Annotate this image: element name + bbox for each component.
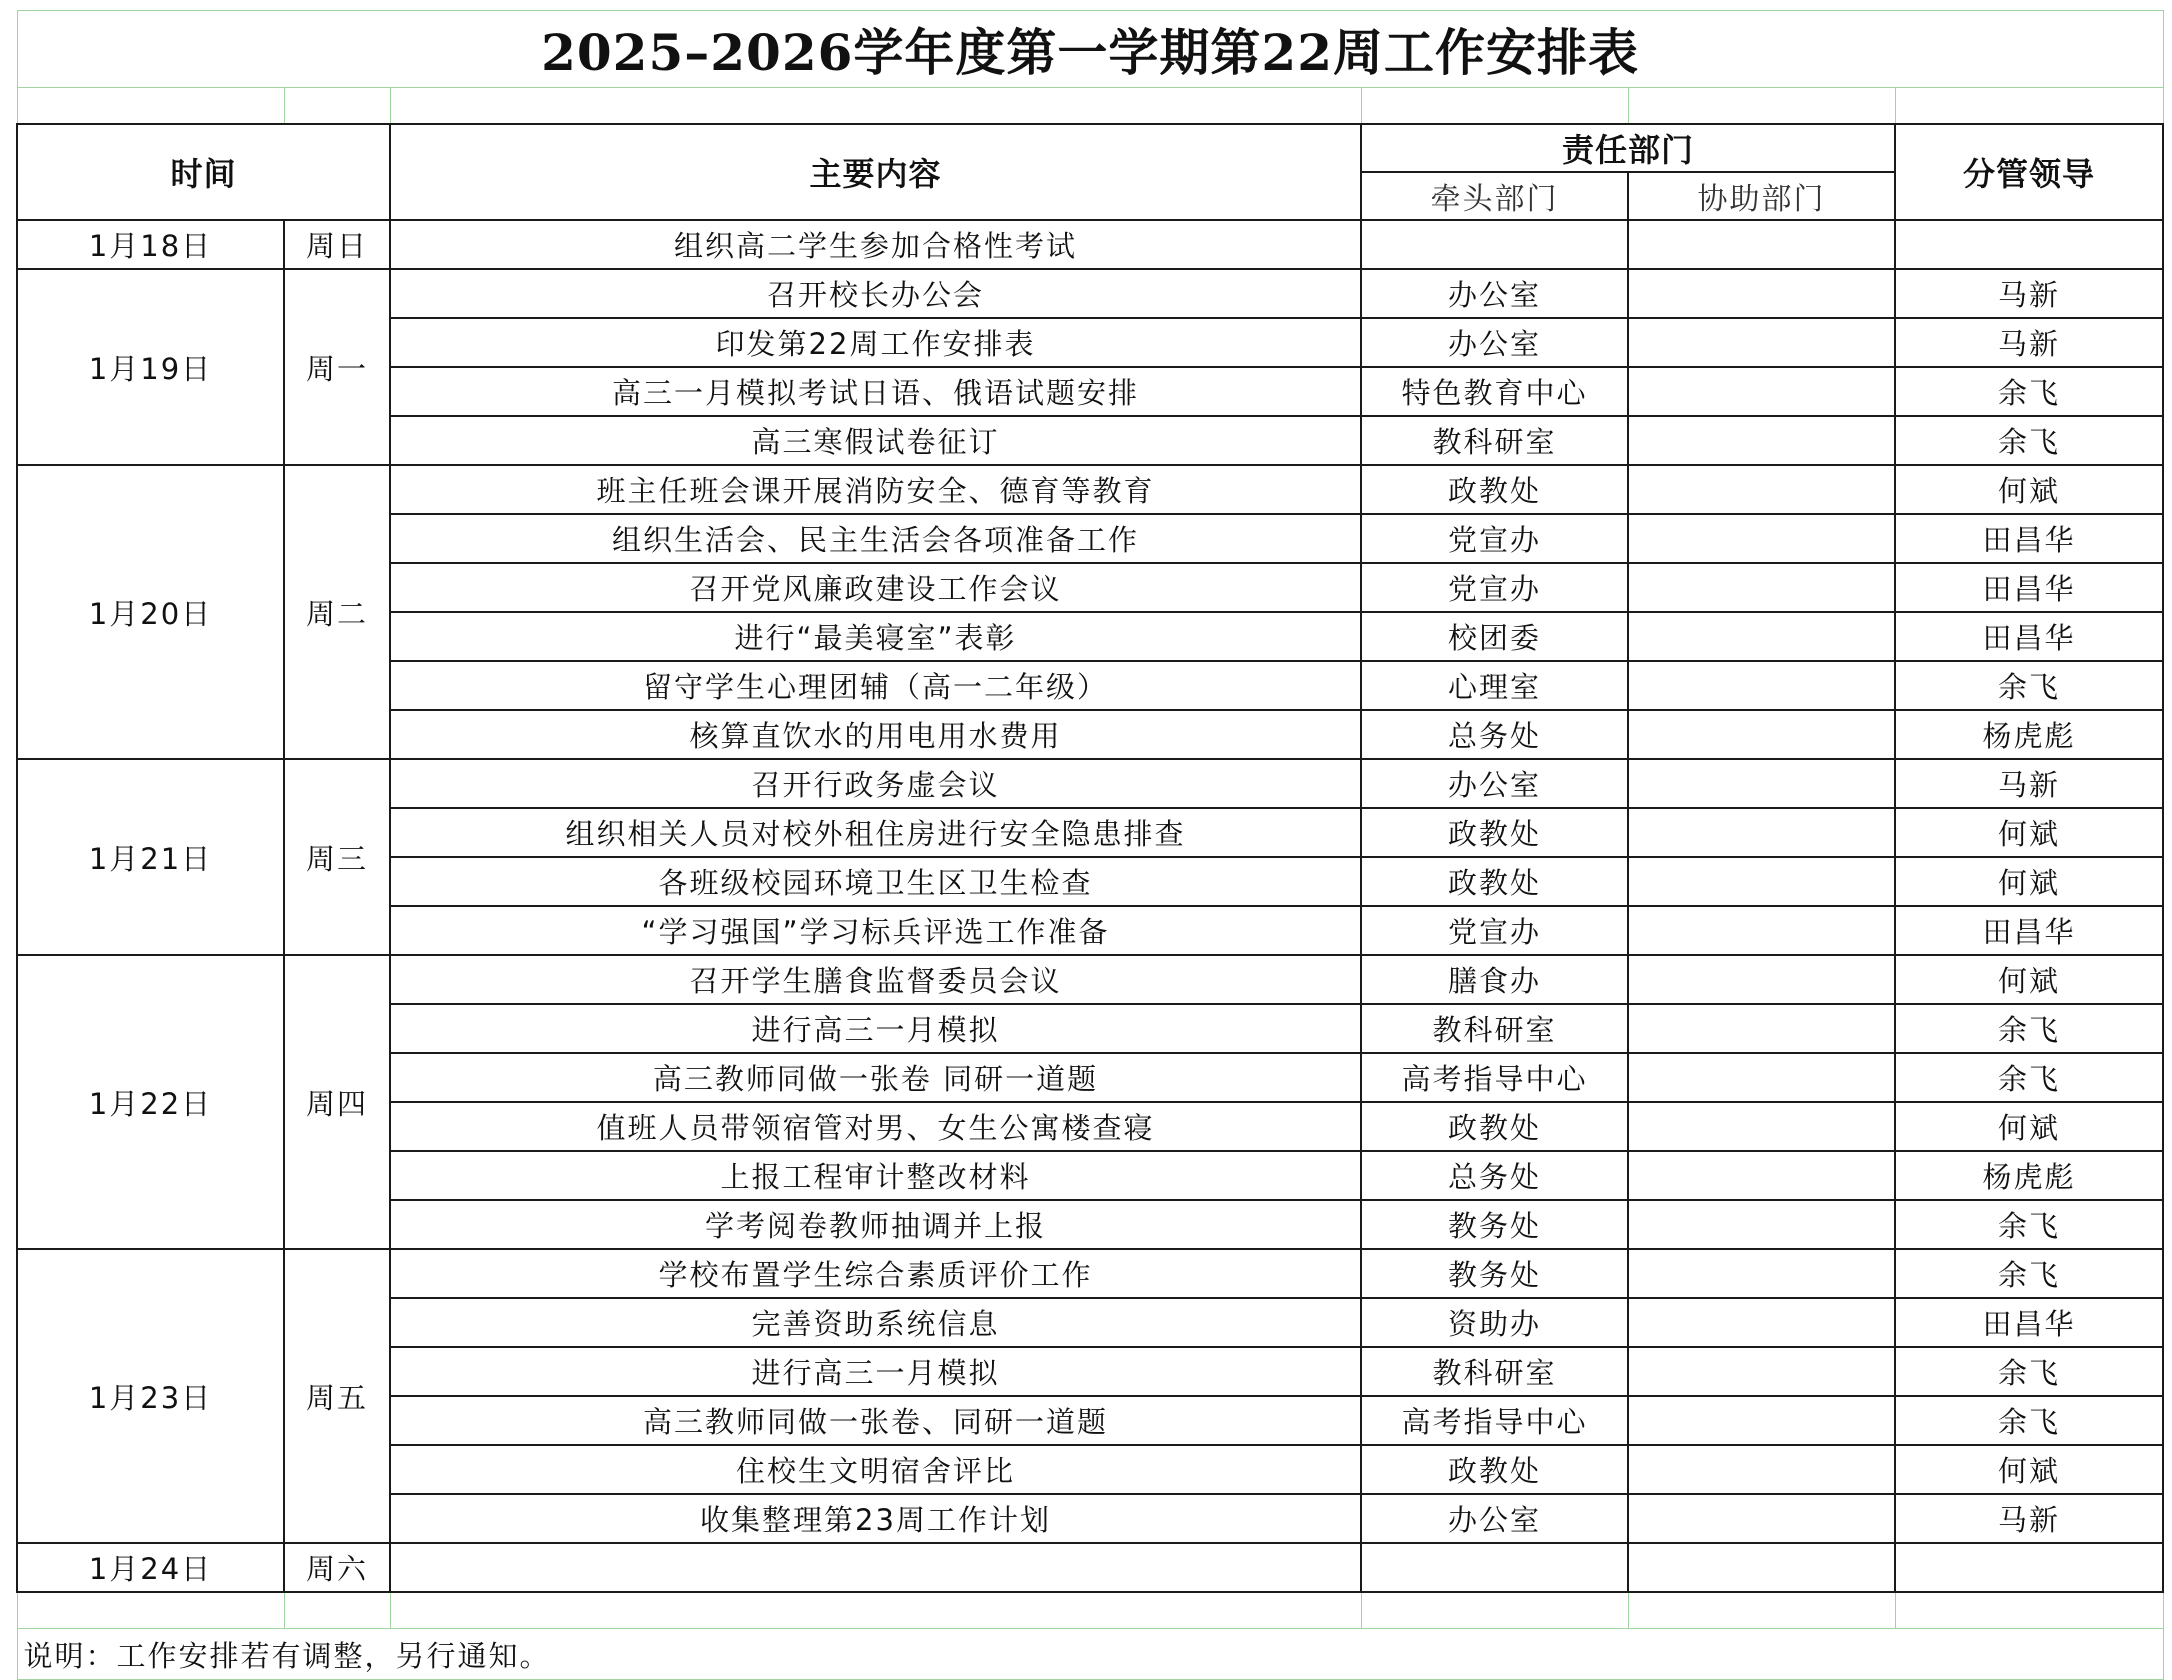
assist-dept-cell: [1628, 612, 1895, 661]
content-cell: [390, 1543, 1361, 1592]
leader-cell: 田昌华: [1895, 1298, 2163, 1347]
assist-dept-cell: [1628, 1396, 1895, 1445]
assist-dept-cell: [1628, 1249, 1895, 1298]
assist-dept-cell: [1628, 1494, 1895, 1543]
date-cell: 1月18日: [17, 220, 284, 269]
content-cell: 留守学生心理团辅（高一二年级）: [390, 661, 1361, 710]
assist-dept-cell: [1628, 563, 1895, 612]
date-cell: 1月22日: [17, 955, 284, 1249]
lead-dept-cell: 总务处: [1361, 710, 1628, 759]
assist-dept-cell: [1628, 710, 1895, 759]
content-cell: 高三教师同做一张卷、同研一道题: [390, 1396, 1361, 1445]
content-cell: 召开校长办公会: [390, 269, 1361, 318]
lead-dept-cell: 党宣办: [1361, 906, 1628, 955]
leader-cell: 余飞: [1895, 1347, 2163, 1396]
assist-dept-cell: [1628, 661, 1895, 710]
content-cell: 印发第22周工作安排表: [390, 318, 1361, 367]
lead-dept-cell: [1361, 1543, 1628, 1592]
assist-dept-cell: [1628, 367, 1895, 416]
lead-dept-cell: 教务处: [1361, 1200, 1628, 1249]
leader-cell: 余飞: [1895, 1200, 2163, 1249]
header-content: 主要内容: [390, 124, 1361, 220]
content-cell: 住校生文明宿舍评比: [390, 1445, 1361, 1494]
content-cell: 学校布置学生综合素质评价工作: [390, 1249, 1361, 1298]
table-row: [17, 759, 2163, 808]
lead-dept-cell: 政教处: [1361, 1445, 1628, 1494]
schedule-sheet: [16, 10, 2162, 1673]
table-row: [17, 220, 2163, 269]
content-cell: “学习强国”学习标兵评选工作准备: [390, 906, 1361, 955]
content-cell: 高三寒假试卷征订: [390, 416, 1361, 465]
weekday-cell: 周二: [284, 465, 390, 759]
content-cell: 学考阅卷教师抽调并上报: [390, 1200, 1361, 1249]
leader-cell: 马新: [1895, 318, 2163, 367]
assist-dept-cell: [1628, 1347, 1895, 1396]
leader-cell: 杨虎彪: [1895, 710, 2163, 759]
content-cell: 上报工程审计整改材料: [390, 1151, 1361, 1200]
date-cell: 1月21日: [17, 759, 284, 955]
leader-cell: 余飞: [1895, 416, 2163, 465]
lead-dept-cell: 资助办: [1361, 1298, 1628, 1347]
assist-dept-cell: [1628, 1151, 1895, 1200]
leader-cell: 余飞: [1895, 1004, 2163, 1053]
spacer-row: [17, 1592, 2163, 1629]
leader-cell: 田昌华: [1895, 563, 2163, 612]
leader-cell: 何斌: [1895, 465, 2163, 514]
assist-dept-cell: [1628, 857, 1895, 906]
lead-dept-cell: 教科研室: [1361, 1004, 1628, 1053]
assist-dept-cell: [1628, 465, 1895, 514]
spacer-row: [17, 88, 2163, 125]
assist-dept-cell: [1628, 906, 1895, 955]
leader-cell: 何斌: [1895, 1445, 2163, 1494]
lead-dept-cell: 教科研室: [1361, 1347, 1628, 1396]
assist-dept-cell: [1628, 416, 1895, 465]
leader-cell: 余飞: [1895, 661, 2163, 710]
lead-dept-cell: 办公室: [1361, 318, 1628, 367]
content-cell: 各班级校园环境卫生区卫生检查: [390, 857, 1361, 906]
leader-cell: 何斌: [1895, 955, 2163, 1004]
table-row: [17, 269, 2163, 318]
weekday-cell: 周一: [284, 269, 390, 465]
content-cell: 高三一月模拟考试日语、俄语试题安排: [390, 367, 1361, 416]
footnote: 说明：工作安排若有调整，另行通知。: [17, 1629, 2163, 1680]
content-cell: 召开行政务虚会议: [390, 759, 1361, 808]
leader-cell: 马新: [1895, 759, 2163, 808]
assist-dept-cell: [1628, 955, 1895, 1004]
lead-dept-cell: 特色教育中心: [1361, 367, 1628, 416]
leader-cell: [1895, 1543, 2163, 1592]
lead-dept-cell: 高考指导中心: [1361, 1053, 1628, 1102]
lead-dept-cell: 党宣办: [1361, 514, 1628, 563]
leader-cell: 余飞: [1895, 1396, 2163, 1445]
lead-dept-cell: 总务处: [1361, 1151, 1628, 1200]
lead-dept-cell: 政教处: [1361, 1102, 1628, 1151]
lead-dept-cell: [1361, 220, 1628, 269]
date-cell: 1月19日: [17, 269, 284, 465]
leader-cell: 余飞: [1895, 367, 2163, 416]
header-time: 时间: [17, 124, 390, 220]
content-cell: 进行“最美寝室”表彰: [390, 612, 1361, 661]
assist-dept-cell: [1628, 1298, 1895, 1347]
content-cell: 完善资助系统信息: [390, 1298, 1361, 1347]
assist-dept-cell: [1628, 269, 1895, 318]
lead-dept-cell: 心理室: [1361, 661, 1628, 710]
header-leader: 分管领导: [1895, 124, 2163, 220]
date-cell: 1月23日: [17, 1249, 284, 1543]
assist-dept-cell: [1628, 1200, 1895, 1249]
content-cell: 进行高三一月模拟: [390, 1004, 1361, 1053]
lead-dept-cell: 政教处: [1361, 857, 1628, 906]
lead-dept-cell: 政教处: [1361, 465, 1628, 514]
assist-dept-cell: [1628, 1004, 1895, 1053]
weekday-cell: 周六: [284, 1543, 390, 1592]
assist-dept-cell: [1628, 514, 1895, 563]
lead-dept-cell: 办公室: [1361, 269, 1628, 318]
lead-dept-cell: 教务处: [1361, 1249, 1628, 1298]
lead-dept-cell: 办公室: [1361, 1494, 1628, 1543]
assist-dept-cell: [1628, 808, 1895, 857]
leader-cell: 田昌华: [1895, 514, 2163, 563]
header-assist-dept: 协助部门: [1628, 172, 1895, 220]
content-cell: 进行高三一月模拟: [390, 1347, 1361, 1396]
content-cell: 召开党风廉政建设工作会议: [390, 563, 1361, 612]
weekday-cell: 周四: [284, 955, 390, 1249]
leader-cell: 马新: [1895, 269, 2163, 318]
leader-cell: 余飞: [1895, 1053, 2163, 1102]
leader-cell: [1895, 220, 2163, 269]
leader-cell: 何斌: [1895, 857, 2163, 906]
leader-cell: 田昌华: [1895, 612, 2163, 661]
leader-cell: 田昌华: [1895, 906, 2163, 955]
content-cell: 组织生活会、民主生活会各项准备工作: [390, 514, 1361, 563]
leader-cell: 何斌: [1895, 808, 2163, 857]
lead-dept-cell: 膳食办: [1361, 955, 1628, 1004]
weekday-cell: 周五: [284, 1249, 390, 1543]
lead-dept-cell: 党宣办: [1361, 563, 1628, 612]
date-cell: 1月20日: [17, 465, 284, 759]
leader-cell: 余飞: [1895, 1249, 2163, 1298]
assist-dept-cell: [1628, 1102, 1895, 1151]
lead-dept-cell: 政教处: [1361, 808, 1628, 857]
table-row: [17, 1249, 2163, 1298]
table-row: [17, 465, 2163, 514]
assist-dept-cell: [1628, 1543, 1895, 1592]
leader-cell: 马新: [1895, 1494, 2163, 1543]
date-cell: 1月24日: [17, 1543, 284, 1592]
weekday-cell: 周三: [284, 759, 390, 955]
content-cell: 值班人员带领宿管对男、女生公寓楼查寝: [390, 1102, 1361, 1151]
content-cell: 召开学生膳食监督委员会议: [390, 955, 1361, 1004]
leader-cell: 何斌: [1895, 1102, 2163, 1151]
content-cell: 班主任班会课开展消防安全、德育等教育: [390, 465, 1361, 514]
lead-dept-cell: 校团委: [1361, 612, 1628, 661]
table-row: [17, 955, 2163, 1004]
assist-dept-cell: [1628, 220, 1895, 269]
assist-dept-cell: [1628, 1445, 1895, 1494]
content-cell: 组织相关人员对校外租住房进行安全隐患排查: [390, 808, 1361, 857]
table-row: [17, 1543, 2163, 1592]
lead-dept-cell: 教科研室: [1361, 416, 1628, 465]
lead-dept-cell: 办公室: [1361, 759, 1628, 808]
assist-dept-cell: [1628, 759, 1895, 808]
lead-dept-cell: 高考指导中心: [1361, 1396, 1628, 1445]
header-responsible-dept: 责任部门: [1361, 124, 1895, 172]
assist-dept-cell: [1628, 1053, 1895, 1102]
content-cell: 核算直饮水的用电用水费用: [390, 710, 1361, 759]
assist-dept-cell: [1628, 318, 1895, 367]
leader-cell: 杨虎彪: [1895, 1151, 2163, 1200]
content-cell: 收集整理第23周工作计划: [390, 1494, 1361, 1543]
content-cell: 组织高二学生参加合格性考试: [390, 220, 1361, 269]
schedule-table: [16, 10, 2164, 1680]
page-title: 2025–2026学年度第一学期第22周工作安排表: [17, 11, 2163, 88]
content-cell: 高三教师同做一张卷 同研一道题: [390, 1053, 1361, 1102]
header-lead-dept: 牵头部门: [1361, 172, 1628, 220]
weekday-cell: 周日: [284, 220, 390, 269]
